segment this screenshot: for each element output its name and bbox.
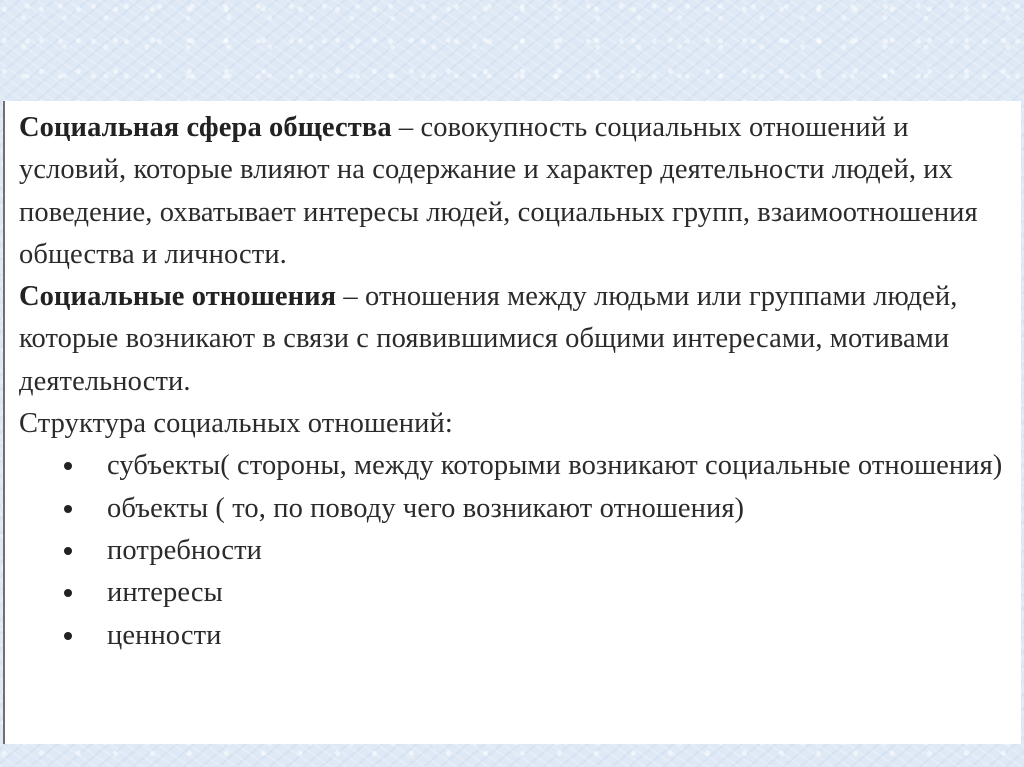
structure-heading: Структура социальных отношений: xyxy=(19,408,453,440)
definition-social-relations xyxy=(19,276,1019,403)
list-item: интересы xyxy=(19,572,1019,614)
slide-panel xyxy=(3,101,1021,744)
background-strip xyxy=(0,744,1024,767)
list-item: объекты ( то, по поводу чего возникают отношения) xyxy=(19,488,1019,530)
list-item: субъекты( стороны, между которыми возникают социальные отношения) xyxy=(19,445,1019,487)
list-item: ценности xyxy=(19,615,1019,657)
structure-list xyxy=(19,445,1019,656)
slide-content xyxy=(19,107,1019,657)
definition-social-sphere xyxy=(19,107,1019,276)
term-social-sphere: Социальная сфера общества xyxy=(19,112,392,143)
definition-social-relations-text: – отношения между людьми или группами людей, которые возникают в связи с появившимися общими интересами, мотивами деятельности. xyxy=(19,281,958,397)
list-item: потребности xyxy=(19,530,1019,572)
term-social-relations: Социальные отношения xyxy=(19,281,337,313)
definition-social-sphere-text: – совокупность социальных отношений и условий, которые влияют на содержание и характер деятельности людей, их поведение, охватывает интересы людей, социальных групп, взаимоотношения общества и личности. xyxy=(19,112,978,270)
